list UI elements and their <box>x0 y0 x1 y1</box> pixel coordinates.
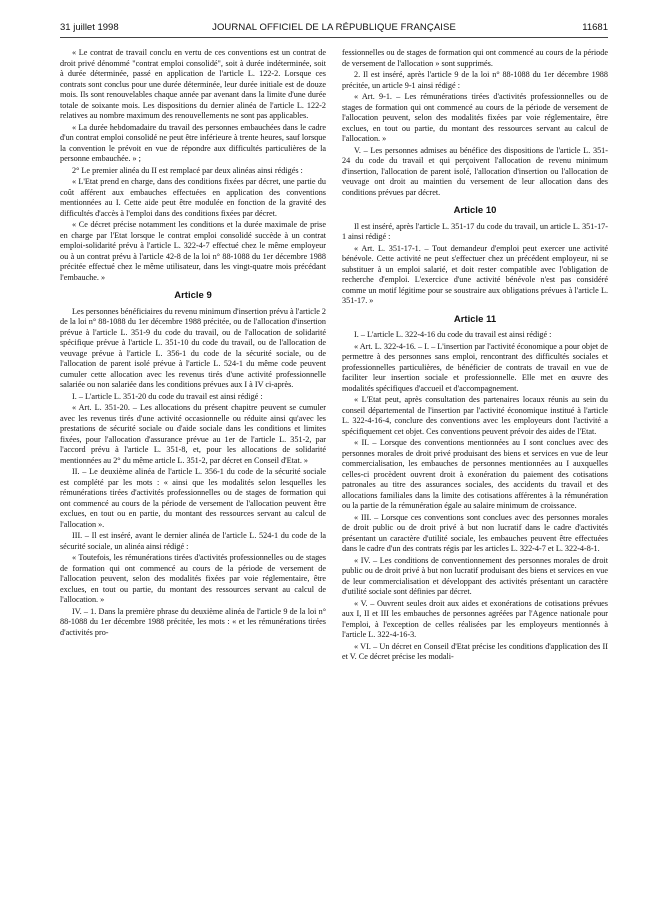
page-header <box>60 22 608 36</box>
paragraph: I. – L'article L. 322-4-16 du code du travail est ainsi rédigé : <box>354 330 552 339</box>
paragraph: « II. – Lorsque des conventions mentionnées au I sont conclues avec des personnes morales de droit privé produisant des biens et services en vue de leur commercialisation, les embauches de personnes mentionnées au I auxquelles celles-ci procèdent ouvrent droit à exonération du paiement des cotisations patronales au titre des assurances sociales, des accidents du travail et des allocations familiales dans la limite des cotisations afférentes à la rémunération ou la partie de la rémunération égale au salaire minimum de croissance. <box>342 438 608 510</box>
paragraph: 2° Le premier alinéa du II est remplacé par deux alinéas ainsi rédigés : <box>72 165 303 175</box>
header-page-number: 11681 <box>582 22 608 33</box>
paragraph: « V. – Ouvrent seules droit aux aides et exonérations de cotisations prévues aux I, II et III les embauches de personnes agréées par l'Agence nationale pour l'emploi, à l'exception de celles réalisées par les employeurs mentionnés à l'article L. 322-4-16-3. <box>342 598 608 639</box>
paragraph: Il est inséré, après l'article L. 351-17 du code du travail, un article L. 351-17-1 ainsi rédigé : <box>342 221 608 241</box>
paragraph: « Toutefois, les rémunérations tirées d'activités professionnelles ou de stages de formation qui ont commencé au cours de la période de versement de l'allocation peuvent, selon des modalités fixées par voie réglementaire, être exclues, en tout ou partie, du montant des ressources servant au calcul de l'allocation. » <box>60 553 326 604</box>
right-column <box>342 48 608 664</box>
paragraph: V. – Les personnes admises au bénéfice des dispositions de l'article L. 351-24 du code du travail et qui perçoivent l'allocation de revenu minimum d'insertion, l'allocation de parent isolé, l'allocation d'insertion ou l'allocation de veuvage ont droit au maintien du versement de leur allocation dans des conditions prévues par décret. <box>342 145 608 197</box>
paragraph: « VI. – Un décret en Conseil d'Etat précise les conditions d'application des II et V. Ce décret précise les modali- <box>342 641 608 661</box>
header-journal-title: JOURNAL OFFICIEL DE LA RÉPUBLIQUE FRANÇAISE <box>212 22 456 33</box>
header-date: 31 juillet 1998 <box>60 22 119 33</box>
article-9-heading: Article 9 <box>174 290 212 301</box>
paragraph: « IV. – Les conditions de conventionnement des personnes morales de droit public ou de droit privé à but non lucratif produisant des biens et services en vue de leur commercialisation et développant des activités présentant un caractère d'utilité sociale sont définies par décret. <box>342 555 608 596</box>
paragraph: IV. – 1. Dans la première phrase du deuxième alinéa de l'article 9 de la loi n° 88-1088 du 1er décembre 1988 précitée, les mots : « et les rémunérations tirées d'activités pro- <box>60 606 326 637</box>
article-10-heading: Article 10 <box>453 205 497 216</box>
paragraph: fessionnelles ou de stages de formation qui ont commencé au cours de la période de versement de l'allocation » sont supprimés. <box>342 48 608 68</box>
paragraph: I. – L'article L. 351-20 du code du travail est ainsi rédigé : <box>72 391 263 401</box>
paragraph: « Art. L. 351-20. – Les allocations du présent chapitre peuvent se cumuler avec les revenus tirés d'une activité occasionnelle ou réduite ainsi qu'avec les prestations de sécurité sociale ou d'aide sociale dans les conditions et limites fixées, pour l'allocation d'assurance prévue au 1er de l'article L. 351-2, par l'accord prévu à l'article L. 351-8, et, pour les allocations de solidarité mentionnées au 2° du même article L. 351-2, par décret en Conseil d'Etat. » <box>60 403 326 465</box>
paragraph: « L'Etat peut, après consultation des partenaires locaux réunis au sein du conseil départemental de l'insertion par l'activité économique institué à l'article L. 322-4-16-4, conclure des conventions avec les employeurs dont l'activité a spécifiquement cet objet. Ces conventions peuvent prévoir des aides de l'Etat. <box>342 395 608 436</box>
paragraph: II. – Le deuxième alinéa de l'article L. 356-1 du code de la sécurité sociale est complété par les mots : « ainsi que les modalités selon lesquelles les rémunérations tirées d'activités professionnelles ou de stages de formation qui ont commencé au cours de la période de versement de l'allocation peuvent être exclues, en tout ou en partie, du montant des ressources servant au calcul de l'allocation ». <box>60 467 326 529</box>
paragraph: « III. – Lorsque ces conventions sont conclues avec des personnes morales de droit public ou de droit privé à but non lucratif dans le cadre d'activités présentant un caractère d'utilité sociale, les embauches peuvent être effectuées dans le cadre d'un des contrats régis par les articles L. 322-4-7 et L. 322-4-8-1. <box>342 512 608 553</box>
paragraph: Les personnes bénéficiaires du revenu minimum d'insertion prévu à l'article 2 de la loi n° 88-1088 du 1er décembre 1988 précitée, ou de l'allocation d'insertion prévue à l'article L. 351-9 du code du travail, ou de l'allocation de solidarité spécifique prévue à l'article L. 351-10 du code du travail, ou de l'allocation de veuvage prévue à l'article L. 356-1 du code de la sécurité sociale, ou de l'allocation de parent isolé prévue à l'article L. 524-1 du même code peuvent cumuler cette allocation avec les revenus tirés d'une activité professionnelle salariée ou non salariée dans les conditions prévues aux I à IV ci-après. <box>60 306 326 389</box>
paragraph: « La durée hebdomadaire du travail des personnes embauchées dans le cadre d'un contrat emploi consolidé ne peut être inférieure à trente heures, sauf lorsque la convention le prévoit en vue de répondre aux difficultés particulières de la personne embauchée. » ; <box>60 122 326 163</box>
left-column <box>60 48 326 639</box>
paragraph: « Ce décret précise notamment les conditions et la durée maximale de prise en charge par l'Etat lorsque le contrat emploi consolidé succède à un contrat emploi-solidarité prévu à l'article L. 322-4-7 effectué chez le même employeur ou à un contrat prévu à l'article 42-8 de la loi n° 88-1088 du 1er décembre 1988 précitée effectué chez le même utilisateur, dans les vingt-quatre mois précédant l'embauche. » <box>60 220 326 282</box>
paragraph: « Art. 9-1. – Les rémunérations tirées d'activités professionnelles ou de stages de formation qui ont commencé au cours de la période de versement de l'allocation peuvent, selon des modalités fixées par voie réglementaire, être exclues, en tout ou partie, du montant des ressources servant au calcul de l'allocation. » <box>342 92 608 143</box>
paragraph: III. – Il est inséré, avant le dernier alinéa de l'article L. 524-1 du code de la sécurité sociale, un alinéa ainsi rédigé : <box>60 531 326 551</box>
paragraph: « Art. L. 351-17-1. – Tout demandeur d'emploi peut exercer une activité bénévole. Cette activité ne peut s'effectuer chez un précédent employeur, ni se substituer à un emploi salarié, et doit rester compatible avec l'obligation de recherche d'emploi. L'exercice d'une activité bénévole n'est pas considéré comme un motif légitime pour se soustraire aux obligations prévues à l'article L. 351-17. » <box>342 243 608 305</box>
paragraph: « L'Etat prend en charge, dans des conditions fixées par décret, une partie du coût afférent aux embauches effectuées en application des conventions mentionnées au I. Cette aide peut être modulée en fonction de la gravité des difficultés d'accès à l'emploi dans des conditions fixées par décret. <box>60 177 326 218</box>
paragraph: « Art. L. 322-4-16. – I. – L'insertion par l'activité économique a pour objet de permettre à des personnes sans emploi, rencontrant des difficultés sociales et professionnelles particulières, de bénéficier de contrats de travail en vue de faciliter leur insertion sociale et professionnelle. Elle met en œuvre des modalités spécifiques d'accueil et d'accompagnement. <box>342 341 608 393</box>
paragraph: 2. Il est inséré, après l'article 9 de la loi n° 88-1088 du 1er décembre 1988 précitée, un article 9-1 ainsi rédigé : <box>342 70 608 90</box>
header-rule <box>60 37 608 38</box>
article-11-heading: Article 11 <box>453 313 497 325</box>
paragraph: « Le contrat de travail conclu en vertu de ces conventions est un contrat de droit privé dénommé "contrat emploi consolidé", soit à durée indéterminée, soit à durée déterminée, passé en application de l'article L. 122-2. Lorsque ces contrats sont conclus pour une durée déterminée, leur durée initiale est de douze mois. Ils sont renouvelables chaque année par avenant dans la limite d'une durée totale de soixante mois. Les dispositions du dernier alinéa de l'article L. 122-2 relatives au nombre maximum des renouvellements ne sont pas applicables. <box>60 48 326 120</box>
